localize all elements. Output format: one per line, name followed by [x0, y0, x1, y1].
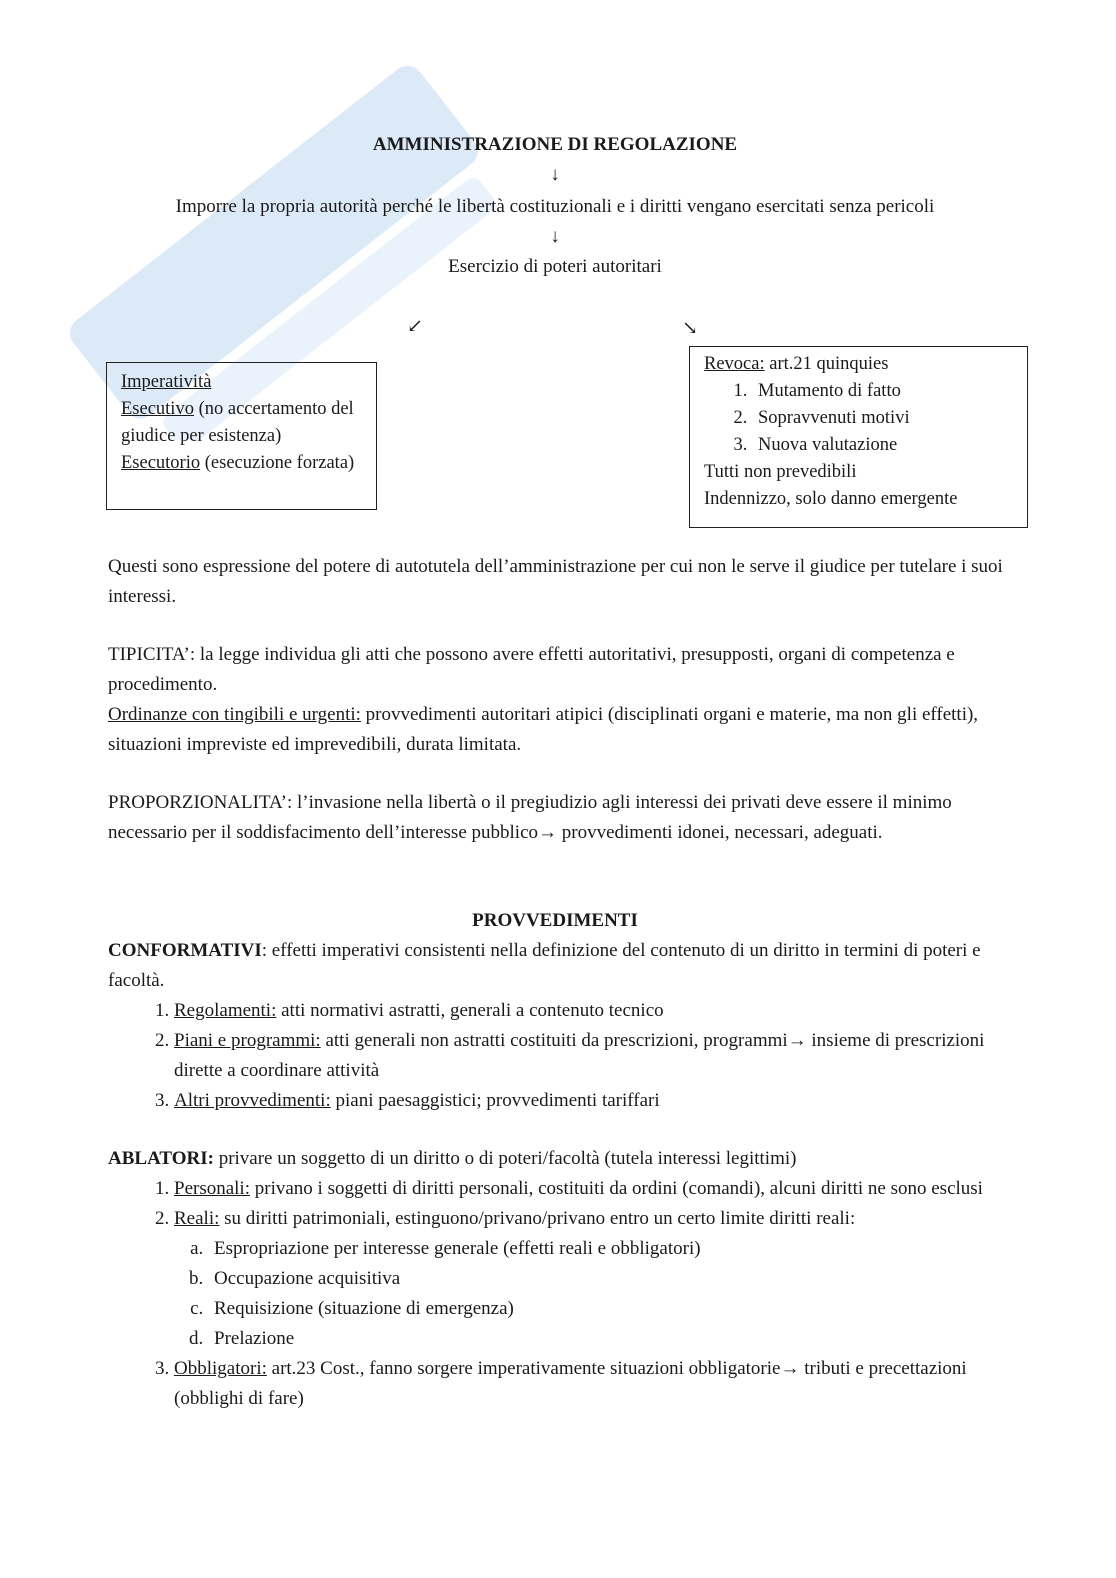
list-item: 3. Nuova valutazione [752, 432, 1013, 459]
tipicita-label: TIPICITA’: [108, 644, 196, 665]
piani-text: atti generali non astratti costituiti da prescrizioni, programmi [320, 1030, 788, 1051]
esecutorio-text: (esecuzione forzata) [200, 453, 355, 473]
regolamenti-label: Regolamenti: [174, 1000, 277, 1021]
revoca-indennizzo: Indennizzo, solo danno emergente [704, 489, 958, 509]
poteri-line: Esercizio di poteri autoritari [448, 256, 662, 277]
arrow-right-icon: → [787, 1030, 807, 1051]
arrow-down-icon: ↓ [550, 226, 560, 247]
obbligatori-text: art.23 Cost., fanno sorgere imperativamente situazioni obbligatorie [266, 1358, 781, 1379]
ablatori-label: ABLATORI: [108, 1148, 214, 1169]
tipicita-text: la legge individua gli atti che possono avere effetti autoritativi, presupposti, organi di competenza e procedimento. [108, 644, 955, 695]
arrow-down-left-icon: ↙ [407, 316, 423, 337]
page-title: AMMINISTRAZIONE DI REGOLAZIONE [372, 134, 738, 155]
personali-label: Personali: [174, 1178, 250, 1199]
revoca-note: Tutti non prevedibili [704, 462, 857, 482]
intro-line: Imporre la propria autorità perché le libertà costituzionali e i diritti vengano esercitati senza pericoli [175, 196, 935, 217]
esecutivo-text: (no accertamento del giudice per esistenza) [121, 399, 354, 446]
list-item: a. Espropriazione per interesse generale (effetti reali e obbligatori) [208, 1234, 1008, 1264]
provvedimenti-title: PROVVEDIMENTI [472, 910, 638, 931]
obbligatori-tail: tributi e precettazioni (obblighi di fare) [174, 1358, 967, 1409]
conformativi-text: : effetti imperativi consistenti nella definizione del contenuto di un diritto in termini di poteri e facoltà. [108, 940, 981, 991]
arrow-right-icon: → [780, 1358, 800, 1379]
tipicita-section [108, 640, 1008, 760]
piani-label: Piani e programmi: [174, 1030, 321, 1051]
list-item [174, 1204, 1008, 1354]
revoca-label: Revoca: [704, 354, 765, 374]
reali-sublist [174, 1234, 1008, 1354]
list-item: b. Occupazione acquisitiva [208, 1264, 1008, 1294]
revoca-list [704, 378, 1013, 459]
right-box [689, 346, 1028, 528]
piani-tail: insieme di prescrizioni dirette a coordinare attività [174, 1030, 985, 1081]
conformativi-list [108, 996, 1008, 1116]
list-item [174, 1174, 1008, 1204]
conformativi-label: CONFORMATIVI [108, 940, 262, 961]
list-item: c. Requisizione (situazione di emergenza) [208, 1294, 1008, 1324]
regolamenti-text: atti normativi astratti, generali a contenuto tecnico [276, 1000, 664, 1021]
revoca-text: art.21 quinquies [764, 354, 889, 374]
list-item [174, 996, 1008, 1026]
reali-text: su diritti patrimoniali, estinguono/privano/privano entro un certo limite diritti reali: [219, 1208, 856, 1229]
reali-label: Reali: [174, 1208, 220, 1229]
ordinanze-text: provvedimenti autoritari atipici (disciplinati organi e materie, ma non gli effetti), situazioni impreviste ed imprevedibili, durata limitata. [108, 704, 979, 755]
list-item [174, 1026, 1008, 1086]
esecutorio-label: Esecutorio [121, 453, 201, 473]
conformativi-section [108, 936, 1008, 1116]
proporzionalita-text: l’invasione nella libertà o il pregiudizio agli interessi dei privati deve essere il minimo necessario per il soddisfacimento dell’interesse pubblico [108, 792, 952, 843]
ablatori-text: privare un soggetto di un diritto o di poteri/facoltà (tutela interessi legittimi) [213, 1148, 797, 1169]
arrow-down-right-icon: ↘ [682, 318, 698, 339]
ablatori-list [108, 1174, 1008, 1414]
proporzionalita-tail: provvedimenti idonei, necessari, adeguati. [557, 822, 883, 843]
imperativita-label: Imperatività [121, 372, 212, 392]
proporzionalita-label: PROPORZIONALITA’: [108, 792, 293, 813]
personali-text: privano i soggetti di diritti personali, costituiti da ordini (comandi), alcuni diritti ne sono esclusi [250, 1178, 983, 1199]
left-box [106, 362, 377, 510]
esecutivo-label: Esecutivo [121, 399, 194, 419]
list-item: 2. Sopravvenuti motivi [752, 405, 1013, 432]
list-item [174, 1086, 1008, 1116]
arrow-down-icon: ↓ [550, 164, 560, 185]
altri-text: piani paesaggistici; provvedimenti tariffari [330, 1090, 660, 1111]
list-item: d. Prelazione [208, 1324, 1008, 1354]
list-item [174, 1354, 1008, 1414]
altri-label: Altri provvedimenti: [174, 1090, 331, 1111]
arrow-right-icon: → [538, 822, 558, 843]
ordinanze-label: Ordinanze con tingibili e urgenti: [108, 704, 361, 725]
list-item: 1. Mutamento di fatto [752, 378, 1013, 405]
autotutela-paragraph: Questi sono espressione del potere di autotutela dell’amministrazione per cui non le serve il giudice per tutelare i suoi interessi. [108, 556, 1003, 607]
proporzionalita-section [108, 788, 1008, 848]
ablatori-section [108, 1144, 1008, 1414]
obbligatori-label: Obbligatori: [174, 1358, 267, 1379]
